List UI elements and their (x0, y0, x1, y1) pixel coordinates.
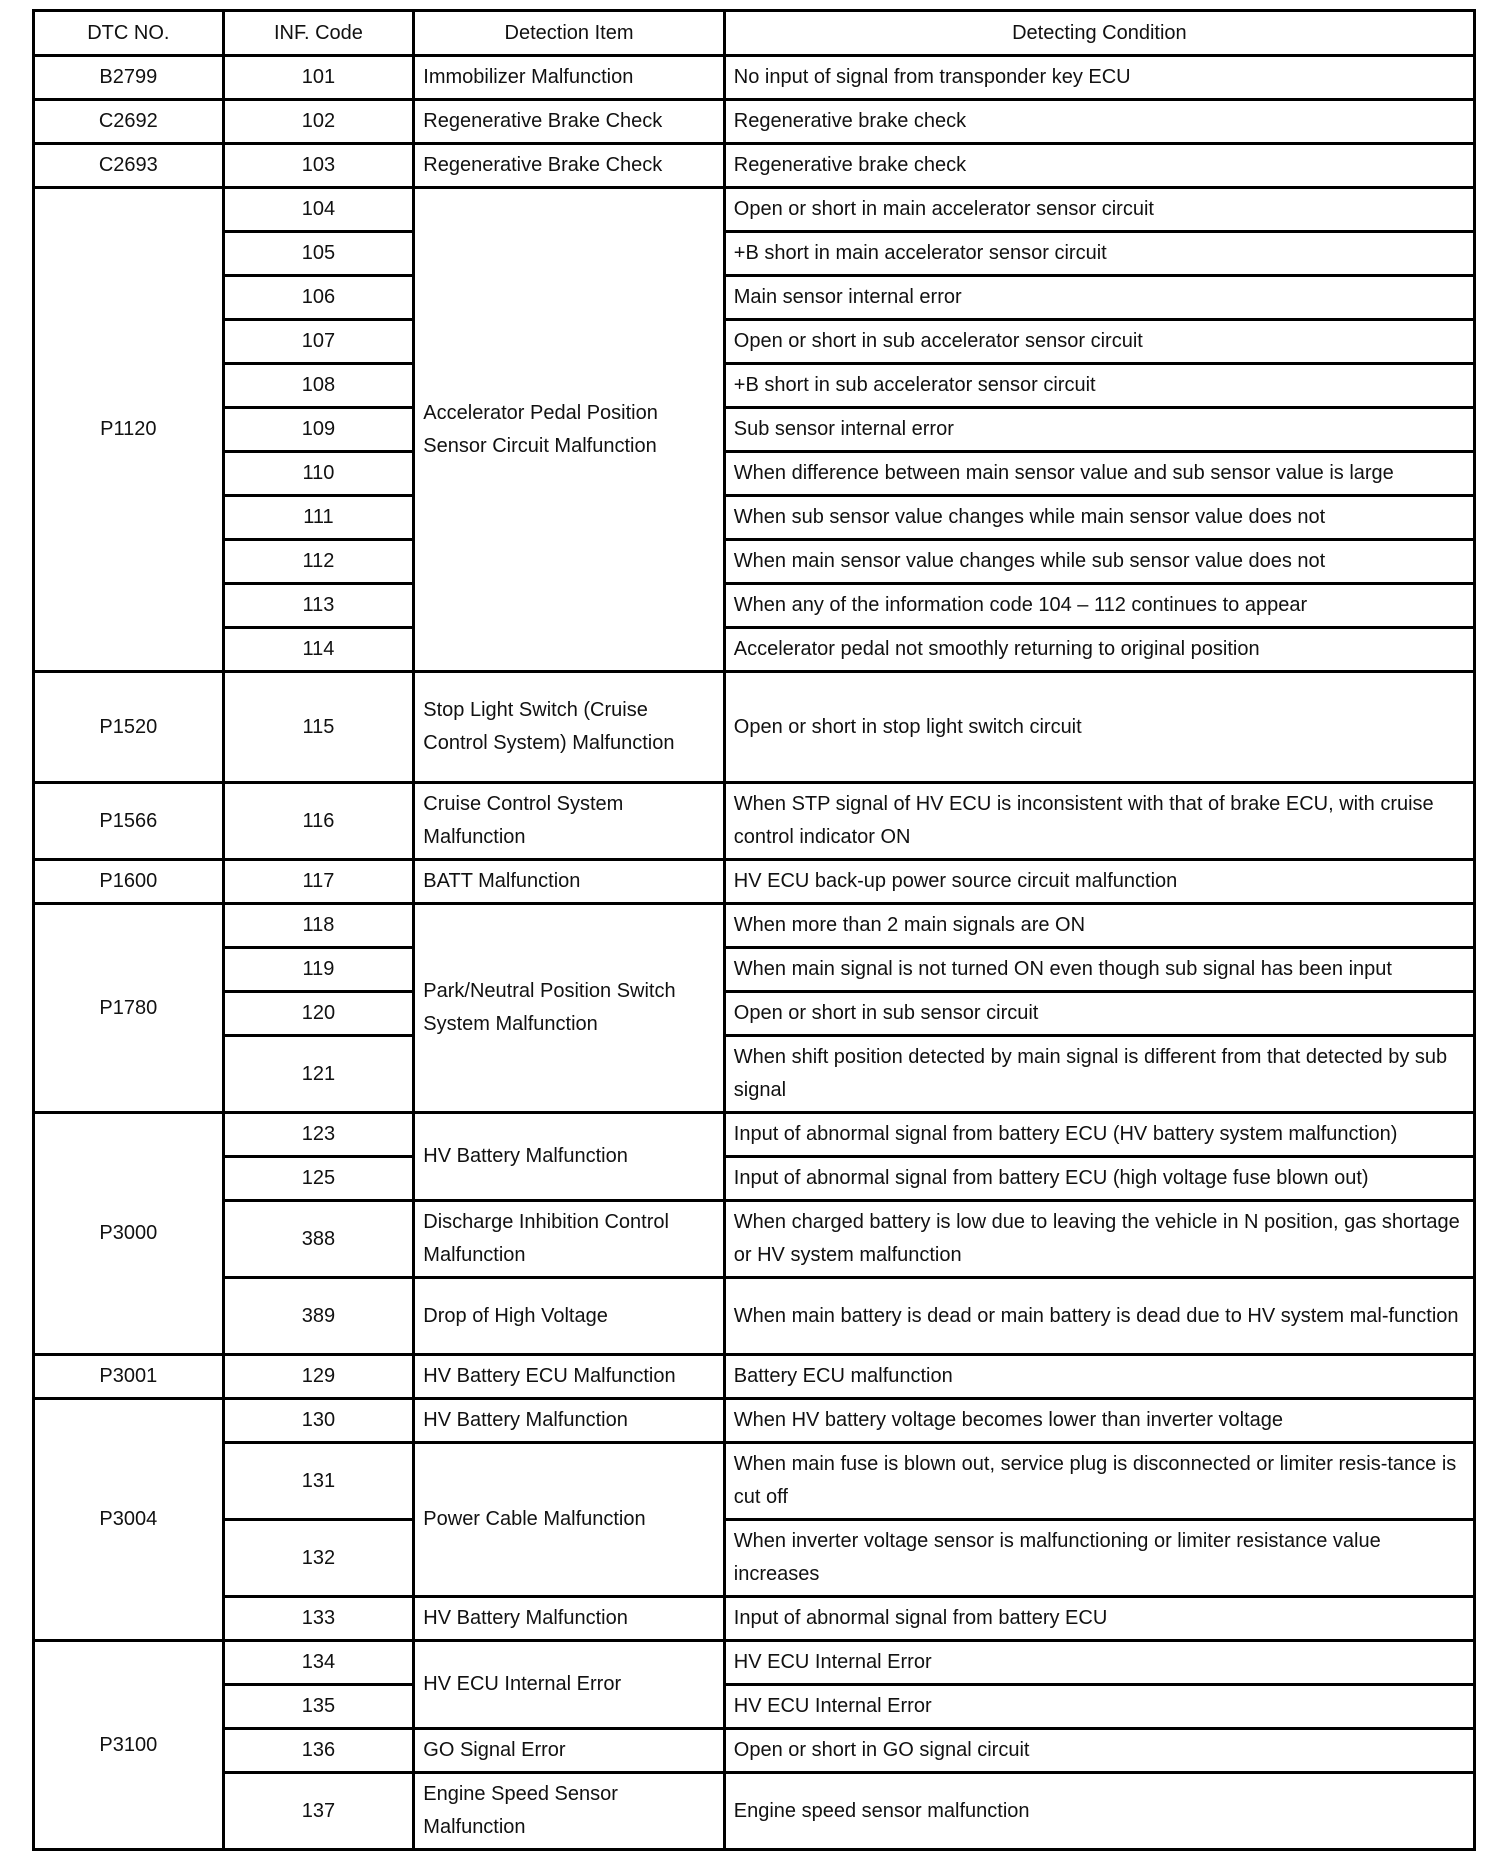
inf-code: 116 (223, 783, 414, 860)
dtc-number: C2692 (34, 100, 224, 144)
inf-code: 132 (223, 1520, 414, 1597)
table-row (34, 1443, 1475, 1520)
detecting-condition: When inverter voltage sensor is malfunctioning or limiter resistance value increases (724, 1520, 1474, 1597)
table-row (34, 783, 1475, 860)
inf-code: 108 (223, 364, 414, 408)
dtc-table (32, 9, 1476, 1851)
inf-code: 107 (223, 320, 414, 364)
detecting-condition: Open or short in sub sensor circuit (724, 992, 1474, 1036)
detecting-condition: Open or short in main accelerator sensor circuit (724, 188, 1474, 232)
table-row (34, 1113, 1475, 1157)
detecting-condition: Sub sensor internal error (724, 408, 1474, 452)
dtc-number: P1520 (34, 672, 224, 783)
detection-item: Discharge Inhibition Control Malfunction (414, 1201, 724, 1278)
table-row (34, 1355, 1475, 1399)
inf-code: 114 (223, 628, 414, 672)
detection-item: Stop Light Switch (Cruise Control System) Malfunction (414, 672, 724, 783)
inf-code: 104 (223, 188, 414, 232)
detecting-condition: When charged battery is low due to leaving the vehicle in N position, gas shortage or HV system malfunction (724, 1201, 1474, 1278)
detecting-condition: When HV battery voltage becomes lower than inverter voltage (724, 1399, 1474, 1443)
detecting-condition: Input of abnormal signal from battery ECU (724, 1597, 1474, 1641)
dtc-number: P3000 (34, 1113, 224, 1355)
table-row (34, 56, 1475, 100)
dtc-number: P3001 (34, 1355, 224, 1399)
detecting-condition: Accelerator pedal not smoothly returning to original position (724, 628, 1474, 672)
inf-code: 131 (223, 1443, 414, 1520)
detecting-condition: When main battery is dead or main battery is dead due to HV system mal-function (724, 1278, 1474, 1355)
detection-item: HV Battery Malfunction (414, 1597, 724, 1641)
detection-item: Regenerative Brake Check (414, 100, 724, 144)
inf-code: 134 (223, 1641, 414, 1685)
detecting-condition: When difference between main sensor value and sub sensor value is large (724, 452, 1474, 496)
table-row (34, 1597, 1475, 1641)
table-row (34, 948, 1475, 992)
inf-code: 119 (223, 948, 414, 992)
table-row (34, 540, 1475, 584)
detecting-condition: Open or short in sub accelerator sensor circuit (724, 320, 1474, 364)
table-row (34, 860, 1475, 904)
detecting-condition: Input of abnormal signal from battery ECU (high voltage fuse blown out) (724, 1157, 1474, 1201)
table-row (34, 452, 1475, 496)
detecting-condition: +B short in main accelerator sensor circuit (724, 232, 1474, 276)
inf-code: 109 (223, 408, 414, 452)
inf-code: 137 (223, 1773, 414, 1850)
detecting-condition: +B short in sub accelerator sensor circuit (724, 364, 1474, 408)
detection-item: GO Signal Error (414, 1729, 724, 1773)
detection-item: Regenerative Brake Check (414, 144, 724, 188)
inf-code: 105 (223, 232, 414, 276)
dtc-number: P1780 (34, 904, 224, 1113)
detection-item: Cruise Control System Malfunction (414, 783, 724, 860)
detection-item: BATT Malfunction (414, 860, 724, 904)
inf-code: 135 (223, 1685, 414, 1729)
table-row (34, 1157, 1475, 1201)
inf-code: 123 (223, 1113, 414, 1157)
dtc-number: P1566 (34, 783, 224, 860)
detecting-condition: Main sensor internal error (724, 276, 1474, 320)
detection-item: Power Cable Malfunction (414, 1443, 724, 1597)
inf-code: 117 (223, 860, 414, 904)
detection-item: Immobilizer Malfunction (414, 56, 724, 100)
table-row (34, 1278, 1475, 1355)
detecting-condition: When STP signal of HV ECU is inconsistent with that of brake ECU, with cruise control indicator ON (724, 783, 1474, 860)
table-row (34, 1773, 1475, 1850)
table-row (34, 496, 1475, 540)
table-row (34, 100, 1475, 144)
inf-code: 118 (223, 904, 414, 948)
detecting-condition: Open or short in GO signal circuit (724, 1729, 1474, 1773)
table-row (34, 1036, 1475, 1113)
detecting-condition: HV ECU back-up power source circuit malfunction (724, 860, 1474, 904)
detection-item: Engine Speed Sensor Malfunction (414, 1773, 724, 1850)
inf-code: 101 (223, 56, 414, 100)
inf-code: 102 (223, 100, 414, 144)
detection-item: Accelerator Pedal Position Sensor Circuit Malfunction (414, 188, 724, 672)
detection-item: Drop of High Voltage (414, 1278, 724, 1355)
inf-code: 111 (223, 496, 414, 540)
table-row (34, 232, 1475, 276)
inf-code: 113 (223, 584, 414, 628)
detection-item: HV Battery ECU Malfunction (414, 1355, 724, 1399)
inf-code: 121 (223, 1036, 414, 1113)
inf-code: 106 (223, 276, 414, 320)
inf-code: 125 (223, 1157, 414, 1201)
table-row (34, 1399, 1475, 1443)
detecting-condition: HV ECU Internal Error (724, 1685, 1474, 1729)
inf-code: 388 (223, 1201, 414, 1278)
detecting-condition: Regenerative brake check (724, 144, 1474, 188)
detecting-condition: When any of the information code 104 – 112 continues to appear (724, 584, 1474, 628)
detecting-condition: When more than 2 main signals are ON (724, 904, 1474, 948)
detecting-condition: When main sensor value changes while sub sensor value does not (724, 540, 1474, 584)
detection-item: HV Battery Malfunction (414, 1399, 724, 1443)
table-row (34, 408, 1475, 452)
detecting-condition: Battery ECU malfunction (724, 1355, 1474, 1399)
table-row (34, 1685, 1475, 1729)
inf-code: 120 (223, 992, 414, 1036)
table-row (34, 364, 1475, 408)
detecting-condition: When main fuse is blown out, service plug is disconnected or limiter resis-tance is cut off (724, 1443, 1474, 1520)
inf-code: 129 (223, 1355, 414, 1399)
table-row (34, 144, 1475, 188)
inf-code: 103 (223, 144, 414, 188)
detecting-condition: HV ECU Internal Error (724, 1641, 1474, 1685)
inf-code: 112 (223, 540, 414, 584)
inf-code: 389 (223, 1278, 414, 1355)
table-row (34, 584, 1475, 628)
table-row (34, 1729, 1475, 1773)
dtc-number: P3100 (34, 1641, 224, 1850)
table-row (34, 628, 1475, 672)
inf-code: 133 (223, 1597, 414, 1641)
header-detection-item: Detection Item (414, 11, 724, 56)
dtc-number: B2799 (34, 56, 224, 100)
detection-item: Park/Neutral Position Switch System Malfunction (414, 904, 724, 1113)
dtc-number: P1600 (34, 860, 224, 904)
detecting-condition: When shift position detected by main signal is different from that detected by sub signal (724, 1036, 1474, 1113)
detecting-condition: When main signal is not turned ON even though sub signal has been input (724, 948, 1474, 992)
table-row (34, 1641, 1475, 1685)
inf-code: 130 (223, 1399, 414, 1443)
detecting-condition: No input of signal from transponder key ECU (724, 56, 1474, 100)
dtc-number: C2693 (34, 144, 224, 188)
inf-code: 110 (223, 452, 414, 496)
detecting-condition: Engine speed sensor malfunction (724, 1773, 1474, 1850)
detection-item: HV Battery Malfunction (414, 1113, 724, 1201)
table-row (34, 1520, 1475, 1597)
table-row (34, 672, 1475, 783)
header-row (34, 11, 1475, 56)
table-row (34, 320, 1475, 364)
detecting-condition: Input of abnormal signal from battery ECU (HV battery system malfunction) (724, 1113, 1474, 1157)
inf-code: 115 (223, 672, 414, 783)
table-row (34, 904, 1475, 948)
detecting-condition: Open or short in stop light switch circuit (724, 672, 1474, 783)
header-dtc-no: DTC NO. (34, 11, 224, 56)
table-row (34, 992, 1475, 1036)
detecting-condition: When sub sensor value changes while main sensor value does not (724, 496, 1474, 540)
detection-item: HV ECU Internal Error (414, 1641, 724, 1729)
table-row (34, 1201, 1475, 1278)
inf-code: 136 (223, 1729, 414, 1773)
header-detecting-condition: Detecting Condition (724, 11, 1474, 56)
header-inf-code: INF. Code (223, 11, 414, 56)
table-row (34, 188, 1475, 232)
detecting-condition: Regenerative brake check (724, 100, 1474, 144)
table-row (34, 276, 1475, 320)
dtc-number: P1120 (34, 188, 224, 672)
dtc-number: P3004 (34, 1399, 224, 1641)
